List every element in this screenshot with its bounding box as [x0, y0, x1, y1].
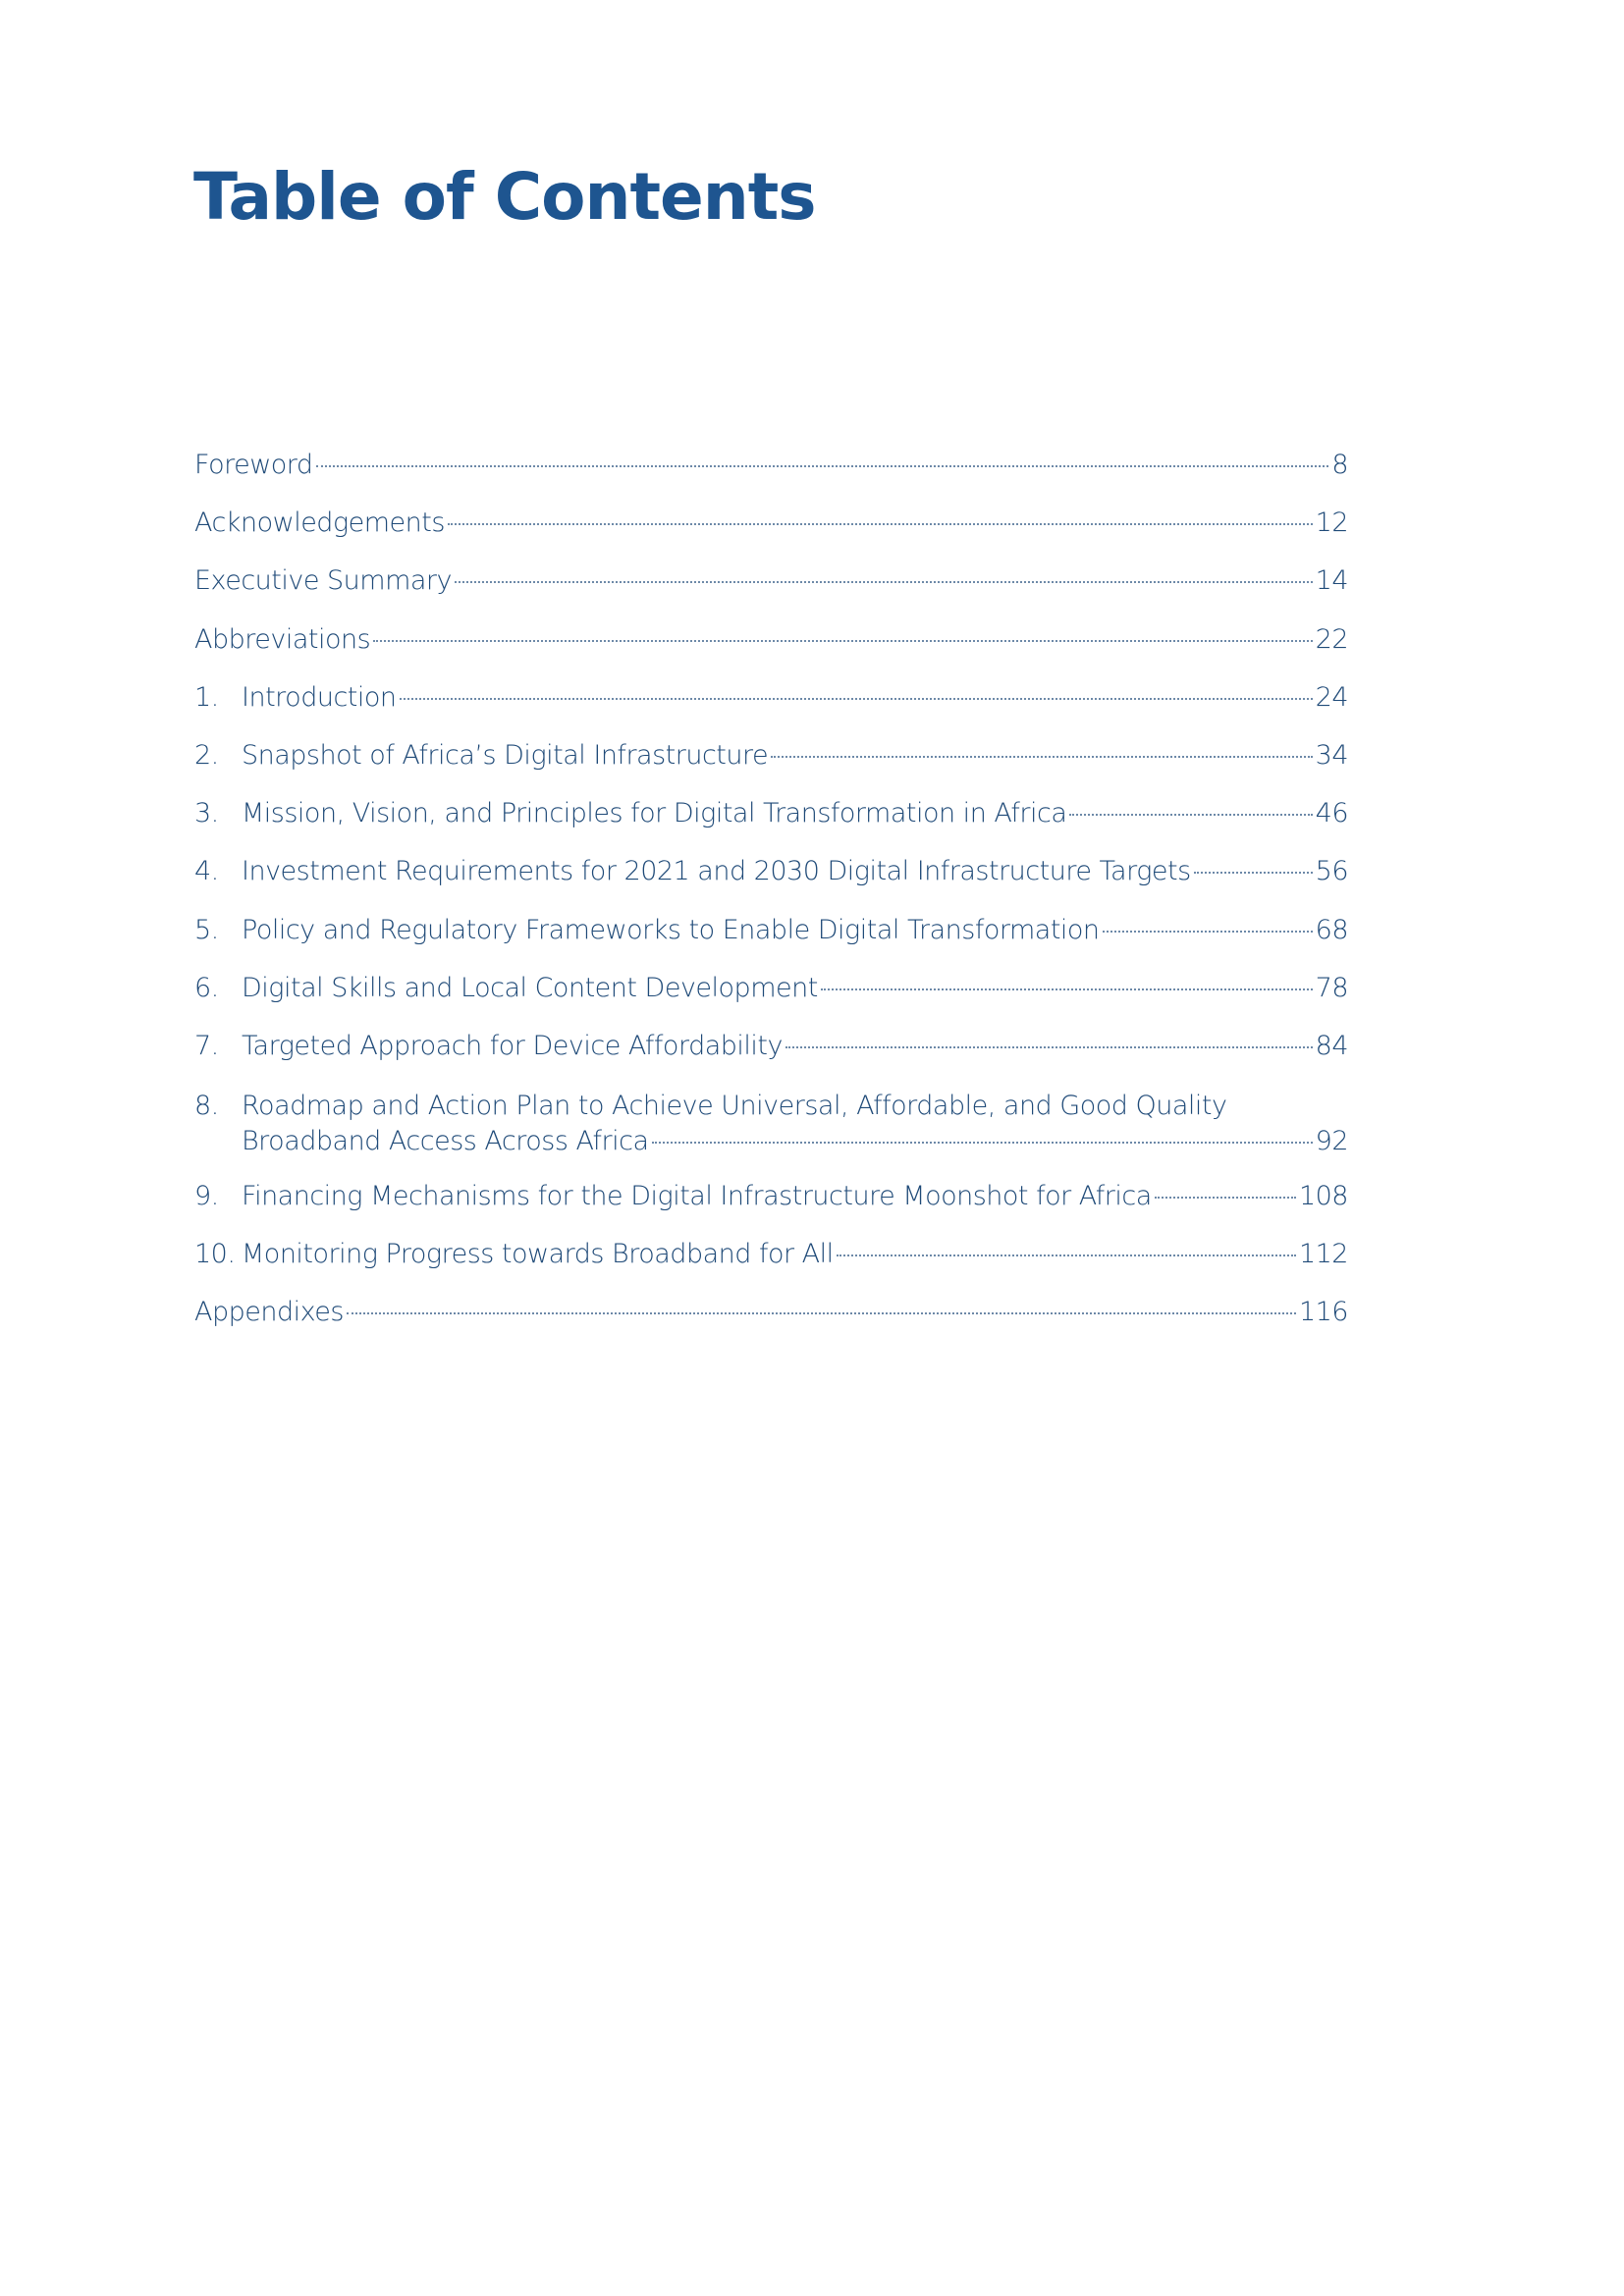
- toc-entry-executive-summary[interactable]: [194, 565, 1348, 623]
- toc-entry-chapter-6[interactable]: [194, 973, 1348, 1031]
- toc-entry-chapter-2[interactable]: [194, 740, 1348, 798]
- toc-page-number: 108: [1298, 1181, 1348, 1212]
- dot-leader: [316, 465, 1329, 467]
- toc-entry-label: Abbreviations: [194, 623, 371, 655]
- dot-leader: [400, 698, 1313, 700]
- toc-entry-appendixes[interactable]: [194, 1297, 1348, 1355]
- toc-page-number: 8: [1331, 450, 1348, 480]
- dot-leader: [771, 756, 1313, 758]
- toc-page-number: 68: [1315, 914, 1348, 945]
- toc-entry-label: Mission, Vision, and Principles for Digital Transformation in Africa: [242, 798, 1067, 829]
- toc-chapter-number: 5.: [194, 914, 219, 945]
- toc-entry-label: Monitoring Progress towards Broadband for All: [242, 1239, 834, 1270]
- toc-entry-label: Targeted Approach for Device Affordability: [242, 1030, 783, 1061]
- toc-page-number: 46: [1315, 798, 1348, 829]
- dot-leader: [347, 1312, 1296, 1314]
- toc-entry-label: Investment Requirements for 2021 and 2030 Digital Infrastructure Targets: [242, 856, 1191, 887]
- toc-chapter-number: 6.: [194, 972, 219, 1003]
- dot-leader: [785, 1046, 1313, 1048]
- toc-entry-label: Financing Mechanisms for the Digital Infrastructure Moonshot for Africa: [242, 1181, 1152, 1212]
- dot-leader: [373, 640, 1312, 642]
- toc-entry-chapter-5[interactable]: [194, 915, 1348, 973]
- toc-chapter-number: 9.: [194, 1181, 219, 1212]
- toc-entry-chapter-7[interactable]: [194, 1031, 1348, 1089]
- toc-entry-foreword[interactable]: [194, 450, 1348, 507]
- dot-leader: [448, 523, 1313, 525]
- toc-page-number: 116: [1298, 1297, 1348, 1328]
- toc-entry-chapter-9[interactable]: [194, 1181, 1348, 1239]
- toc-entry-chapter-1[interactable]: [194, 682, 1348, 740]
- toc-entry-chapter-4[interactable]: [194, 856, 1348, 914]
- table-of-contents: [194, 450, 1348, 1356]
- toc-entry-label: Appendixes: [194, 1297, 344, 1328]
- toc-entry-acknowledgements[interactable]: [194, 507, 1348, 565]
- toc-chapter-number: 1.: [194, 681, 219, 713]
- dot-leader: [455, 581, 1313, 583]
- toc-entry-label-continued: Broadband Access Across Africa: [242, 1126, 649, 1157]
- toc-entry-label: Acknowledgements: [194, 507, 445, 539]
- toc-entry-label: Executive Summary: [194, 565, 453, 597]
- toc-page-number: 12: [1315, 507, 1348, 539]
- toc-entry-chapter-8[interactable]: [194, 1089, 1348, 1159]
- toc-page-number: 14: [1315, 565, 1348, 597]
- toc-entry-label: Snapshot of Africa’s Digital Infrastructure: [242, 739, 769, 771]
- dot-leader: [1103, 931, 1313, 933]
- toc-entry-abbreviations[interactable]: [194, 624, 1348, 682]
- toc-chapter-number: 2.: [194, 739, 219, 771]
- page-title: Table of Contents: [193, 159, 816, 235]
- toc-entry-label: Foreword: [194, 450, 313, 480]
- toc-entry-label: Digital Skills and Local Content Development: [242, 972, 818, 1003]
- toc-entry-chapter-3[interactable]: [194, 798, 1348, 856]
- toc-chapter-number: 10.: [194, 1239, 236, 1270]
- toc-page-number: 84: [1315, 1030, 1348, 1061]
- toc-page-number: 24: [1315, 681, 1348, 713]
- toc-page-number: 112: [1298, 1239, 1348, 1270]
- toc-page-number: 34: [1315, 739, 1348, 771]
- toc-entry-label: Roadmap and Action Plan to Achieve Universal, Affordable, and Good Quality: [242, 1091, 1227, 1122]
- toc-chapter-number: 7.: [194, 1030, 219, 1061]
- toc-chapter-number: 3.: [194, 798, 219, 829]
- dot-leader: [1155, 1197, 1296, 1199]
- dot-leader: [1194, 872, 1313, 874]
- toc-entry-label: Introduction: [242, 681, 397, 713]
- toc-entry-label: Policy and Regulatory Frameworks to Enable Digital Transformation: [242, 914, 1100, 945]
- toc-entry-chapter-10[interactable]: [194, 1239, 1348, 1297]
- toc-chapter-number: 8.: [194, 1091, 219, 1122]
- dot-leader: [837, 1255, 1296, 1256]
- toc-page-number: 92: [1315, 1126, 1348, 1157]
- dot-leader: [652, 1142, 1313, 1144]
- toc-chapter-number: 4.: [194, 856, 219, 887]
- dot-leader: [821, 988, 1313, 990]
- toc-page-number: 56: [1315, 856, 1348, 887]
- dot-leader: [1069, 814, 1312, 816]
- toc-page-number: 22: [1315, 623, 1348, 655]
- toc-page-number: 78: [1315, 972, 1348, 1003]
